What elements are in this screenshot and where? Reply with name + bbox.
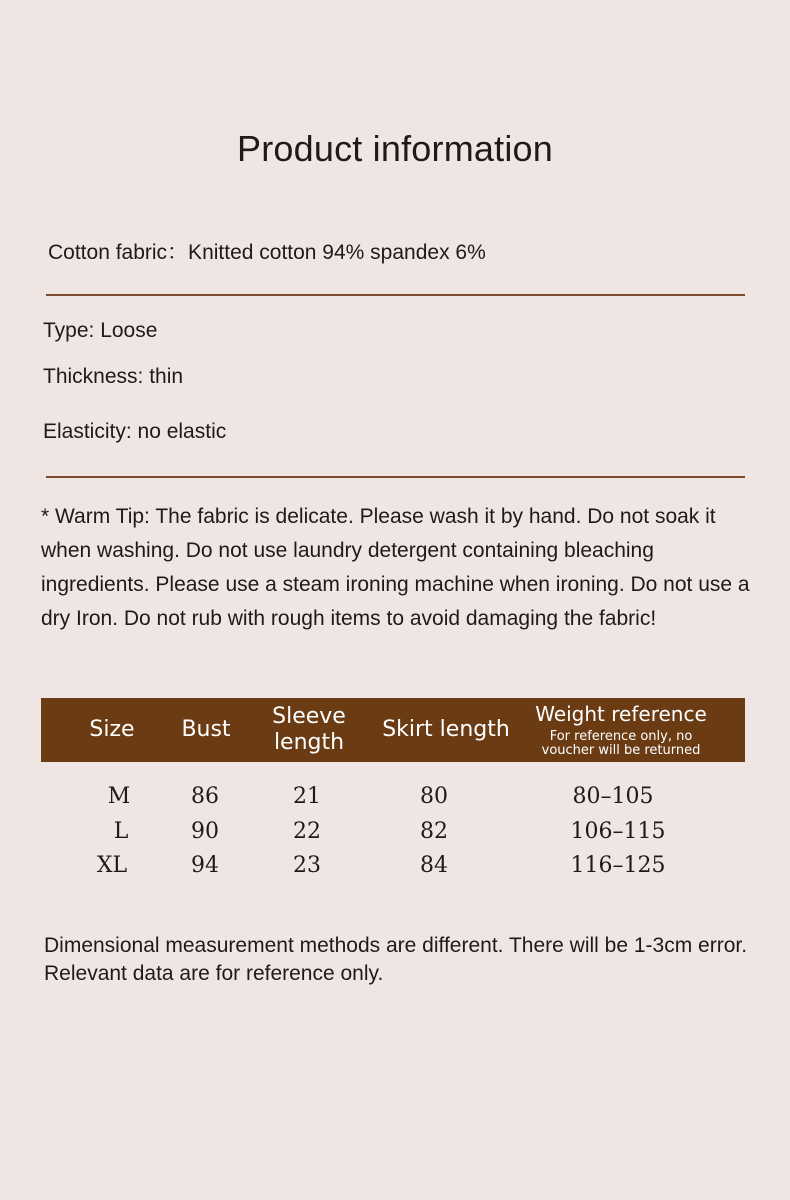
cell-bust: 94	[191, 853, 219, 878]
cell-skirt: 82	[420, 819, 448, 844]
header-sleeve-line2: length	[273, 730, 345, 755]
cell-weight: 80–105	[572, 784, 654, 809]
header-bust-label: Bust	[181, 717, 231, 742]
header-skirt	[371, 698, 521, 762]
thickness-info: Thickness: thin	[43, 365, 184, 388]
header-sleeve	[259, 698, 359, 762]
cell-bust: 86	[191, 784, 219, 809]
cell-sleeve: 21	[293, 784, 321, 809]
table-row	[41, 815, 745, 849]
divider-top	[46, 294, 745, 296]
header-bust	[165, 698, 247, 762]
elasticity-info: Elasticity: no elastic	[43, 420, 227, 443]
header-size-label: Size	[89, 717, 135, 742]
fabric-info: Cotton fabric：Knitted cotton 94% spandex 6%	[48, 241, 486, 264]
warm-tip: * Warm Tip: The fabric is delicate. Please wash it by hand. Do not soak it when washing. Do not use laundry detergent containing bleaching ingredients. Please use a steam ironing machine when ironing. Do not use a dry Iron. Do not rub with rough items to avoid damaging the fabric!	[41, 505, 750, 630]
table-row	[41, 849, 745, 883]
header-weight	[531, 698, 711, 762]
cell-sleeve: 22	[293, 819, 321, 844]
header-weight-note-line2: voucher will be returned	[541, 743, 701, 758]
header-weight-label: Weight reference	[535, 702, 707, 726]
header-skirt-label: Skirt length	[382, 717, 510, 742]
cell-skirt: 80	[420, 784, 448, 809]
type-info: Type: Loose	[43, 319, 158, 342]
header-weight-note-line1: For reference only, no	[549, 729, 693, 744]
cell-skirt: 84	[420, 853, 448, 878]
cell-size: L	[113, 819, 129, 844]
cell-size: XL	[96, 853, 128, 878]
cell-weight: 106–115	[570, 819, 666, 844]
header-size	[71, 698, 153, 762]
header-sleeve-line1: Sleeve	[272, 704, 346, 729]
measurement-note: Dimensional measurement methods are different. There will be 1-3cm error. Relevant data are for reference only.	[44, 934, 748, 985]
size-table-header	[41, 698, 745, 762]
cell-sleeve: 23	[293, 853, 321, 878]
table-row	[41, 780, 745, 814]
cell-weight: 116–125	[570, 853, 666, 878]
cell-size: M	[107, 784, 131, 809]
cell-bust: 90	[191, 819, 219, 844]
divider-middle	[46, 476, 745, 478]
page-title: Product information	[237, 128, 553, 169]
